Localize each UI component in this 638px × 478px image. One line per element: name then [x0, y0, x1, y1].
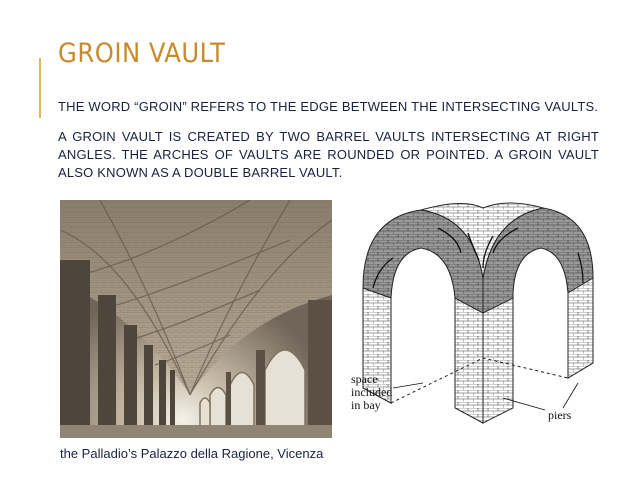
label-in-bay: in bay: [351, 398, 381, 412]
label-included: included: [351, 385, 393, 399]
label-space: space: [351, 372, 378, 386]
photo-caption: the Palladio’s Palazzo della Ragione, Vicenza: [60, 446, 324, 461]
arcade-photo: [60, 200, 332, 438]
description-text: A GROIN VAULT IS CREATED BY TWO BARREL VAULTS INTERSECTING AT RIGHT ANGLES. THE ARCHES OF VAULTS ARE ROUNDED OR POINTED. A GROIN VAULT ALSO KNOWN AS A DOUBLE BARREL VAULT.: [58, 129, 599, 180]
groin-vault-diagram: [343, 198, 608, 438]
label-piers: piers: [548, 408, 572, 422]
slide-title: GROIN VAULT: [58, 38, 226, 69]
accent-bar: [39, 58, 41, 118]
definition-text: THE WORD “GROIN” REFERS TO THE EDGE BETWEEN THE INTERSECTING VAULTS.: [58, 99, 599, 114]
